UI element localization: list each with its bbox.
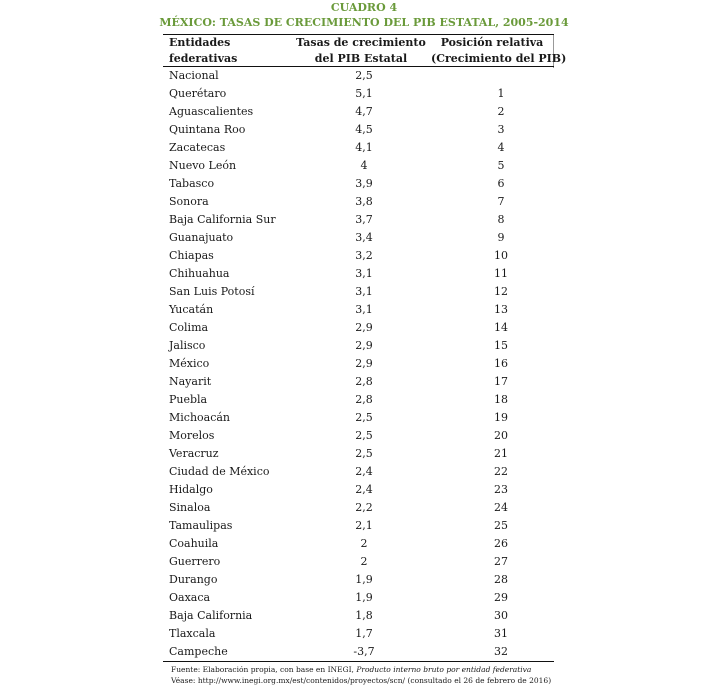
position-cell: 13 (494, 303, 508, 316)
header-position-line2: (Crecimiento del PIB) (431, 52, 567, 65)
table-row (163, 67, 554, 85)
table-row (163, 373, 554, 391)
rate-cell: 4 (360, 159, 368, 172)
rate-cell: 2,9 (355, 339, 373, 352)
rate-cell: 1,7 (355, 627, 373, 640)
table-row (163, 463, 554, 481)
rate-cell: 1,9 (355, 591, 373, 604)
entity-cell: Sinaloa (169, 501, 211, 514)
rate-cell: 3,7 (355, 213, 373, 226)
position-cell: 12 (494, 285, 508, 298)
table-row (163, 103, 554, 121)
rate-cell: 4,5 (355, 123, 373, 136)
rate-cell: 2,4 (355, 483, 373, 496)
position-cell: 11 (494, 267, 508, 280)
table-row (163, 283, 554, 301)
table-row (163, 175, 554, 193)
entity-cell: Tabasco (169, 177, 215, 190)
table-row (163, 589, 554, 607)
footnote-source-title: Producto interno bruto por entidad federativa (356, 665, 532, 674)
table-row (163, 157, 554, 175)
entity-cell: Guanajuato (169, 231, 234, 244)
position-cell: 23 (494, 483, 508, 496)
rate-cell: 2,8 (355, 393, 373, 406)
bottom-rule (163, 661, 554, 662)
rate-cell: 3,4 (355, 231, 373, 244)
footnote-url: Véase: http://www.inegi.org.mx/est/contenidos/proyectos/scn/ (consultado el 26 de febrero de 2016) (171, 676, 552, 685)
rate-cell: 3,8 (355, 195, 373, 208)
position-cell: 1 (497, 87, 505, 100)
table-row (163, 121, 554, 139)
footnote-source (171, 664, 711, 675)
table-label: CUADRO 4 (330, 1, 398, 14)
rate-cell: 4,1 (355, 141, 373, 154)
table-body (163, 67, 554, 661)
table-row (163, 265, 554, 283)
position-cell: 27 (494, 555, 508, 568)
table-row (163, 625, 554, 643)
position-cell: 14 (494, 321, 508, 334)
position-cell: 29 (494, 591, 508, 604)
position-cell: 32 (494, 645, 508, 658)
table-row (163, 391, 554, 409)
rate-cell: -3,7 (353, 645, 375, 658)
table-row (163, 193, 554, 211)
position-cell: 4 (497, 141, 505, 154)
entity-cell: México (169, 357, 210, 370)
position-cell: 10 (494, 249, 508, 262)
rate-cell: 3,9 (355, 177, 373, 190)
entity-cell: Querétaro (169, 87, 227, 100)
entity-cell: Aguascalientes (169, 105, 254, 118)
table-row (163, 139, 554, 157)
entity-cell: Morelos (169, 429, 215, 442)
table-row (163, 337, 554, 355)
entity-cell: Veracruz (169, 447, 219, 460)
entity-cell: Jalisco (169, 339, 206, 352)
entity-cell: Durango (169, 573, 218, 586)
entity-cell: Guerrero (169, 555, 221, 568)
position-cell: 18 (494, 393, 508, 406)
rate-cell: 3,1 (355, 303, 373, 316)
table-row (163, 499, 554, 517)
table-row (163, 355, 554, 373)
position-cell: 3 (497, 123, 505, 136)
position-cell: 28 (494, 573, 508, 586)
rate-cell: 2,5 (355, 447, 373, 460)
header-rate-line2: del PIB Estatal (314, 52, 408, 65)
position-cell: 17 (494, 375, 508, 388)
entity-cell: Nayarit (169, 375, 212, 388)
title-block (0, 0, 728, 30)
table-row (163, 85, 554, 103)
rate-cell: 2,1 (355, 519, 373, 532)
rate-cell: 2,5 (355, 429, 373, 442)
entity-cell: Zacatecas (169, 141, 226, 154)
rate-cell: 2 (360, 537, 368, 550)
table-row (163, 481, 554, 499)
entity-cell: Baja California Sur (169, 213, 276, 226)
table-row (163, 535, 554, 553)
position-cell: 8 (497, 213, 505, 226)
header-position-line1: Posición relativa (440, 36, 544, 49)
header-position (431, 35, 567, 67)
table-title: MÉXICO: TASAS DE CRECIMIENTO DEL PIB ESTATAL, 2005-2014 (159, 16, 569, 29)
rate-cell: 1,9 (355, 573, 373, 586)
table-row (163, 553, 554, 571)
entity-cell: Puebla (169, 393, 208, 406)
position-cell: 5 (497, 159, 505, 172)
entity-cell: Baja California (169, 609, 253, 622)
rate-cell: 2,4 (355, 465, 373, 478)
rate-cell: 2,2 (355, 501, 373, 514)
rate-cell: 2,9 (355, 321, 373, 334)
table-row (163, 301, 554, 319)
entity-cell: Chiapas (169, 249, 214, 262)
entity-cell: Nuevo León (169, 159, 237, 172)
rate-cell: 2 (360, 555, 368, 568)
position-cell: 22 (494, 465, 508, 478)
entity-cell: Tamaulipas (169, 519, 233, 532)
table-row (163, 643, 554, 661)
table-row (163, 427, 554, 445)
position-cell: 25 (494, 519, 508, 532)
entity-cell: Nacional (169, 69, 219, 82)
entity-cell: Colima (169, 321, 209, 334)
table-row (163, 247, 554, 265)
header-entity-line2: federativas (169, 52, 238, 65)
table-row (163, 571, 554, 589)
table-row (163, 211, 554, 229)
footnote-source-text: Fuente: Elaboración propia, con base en INEGI, (171, 665, 357, 674)
entity-cell: San Luis Potosí (169, 285, 255, 298)
entity-cell: Yucatán (169, 303, 214, 316)
header-entity (169, 35, 237, 67)
rate-cell: 3,1 (355, 285, 373, 298)
entity-cell: Hidalgo (169, 483, 213, 496)
position-cell: 30 (494, 609, 508, 622)
entity-cell: Coahuila (169, 537, 219, 550)
entity-cell: Chihuahua (169, 267, 230, 280)
rate-cell: 4,7 (355, 105, 373, 118)
table-row (163, 409, 554, 427)
header-rate-line1: Tasas de crecimiento (296, 36, 426, 49)
entity-cell: Oaxaca (169, 591, 211, 604)
rate-cell: 2,8 (355, 375, 373, 388)
table-header (163, 35, 567, 68)
rate-cell: 2,5 (355, 69, 373, 82)
header-entity-line1: Entidades (169, 36, 231, 49)
rate-cell: 3,1 (355, 267, 373, 280)
header-rate (291, 35, 431, 67)
entity-cell: Quintana Roo (169, 123, 246, 136)
table-row (163, 229, 554, 247)
entity-cell: Tlaxcala (169, 627, 216, 640)
position-cell: 21 (494, 447, 508, 460)
table-row (163, 445, 554, 463)
position-cell: 15 (494, 339, 508, 352)
rate-cell: 1,8 (355, 609, 373, 622)
position-cell: 7 (497, 195, 505, 208)
position-cell: 24 (494, 501, 508, 514)
table-row (163, 607, 554, 625)
position-cell: 19 (494, 411, 508, 424)
rate-cell: 3,2 (355, 249, 373, 262)
rate-cell: 2,5 (355, 411, 373, 424)
position-cell: 20 (494, 429, 508, 442)
position-cell: 2 (497, 105, 505, 118)
entity-cell: Ciudad de México (169, 465, 270, 478)
position-cell: 26 (494, 537, 508, 550)
table-row (163, 517, 554, 535)
entity-cell: Sonora (169, 195, 209, 208)
table-row (163, 319, 554, 337)
rate-cell: 5,1 (355, 87, 373, 100)
rate-cell: 2,9 (355, 357, 373, 370)
position-cell: 16 (494, 357, 508, 370)
position-cell: 9 (497, 231, 505, 244)
entity-cell: Michoacán (169, 411, 231, 424)
entity-cell: Campeche (169, 645, 228, 658)
position-cell: 6 (497, 177, 505, 190)
position-cell: 31 (494, 627, 508, 640)
